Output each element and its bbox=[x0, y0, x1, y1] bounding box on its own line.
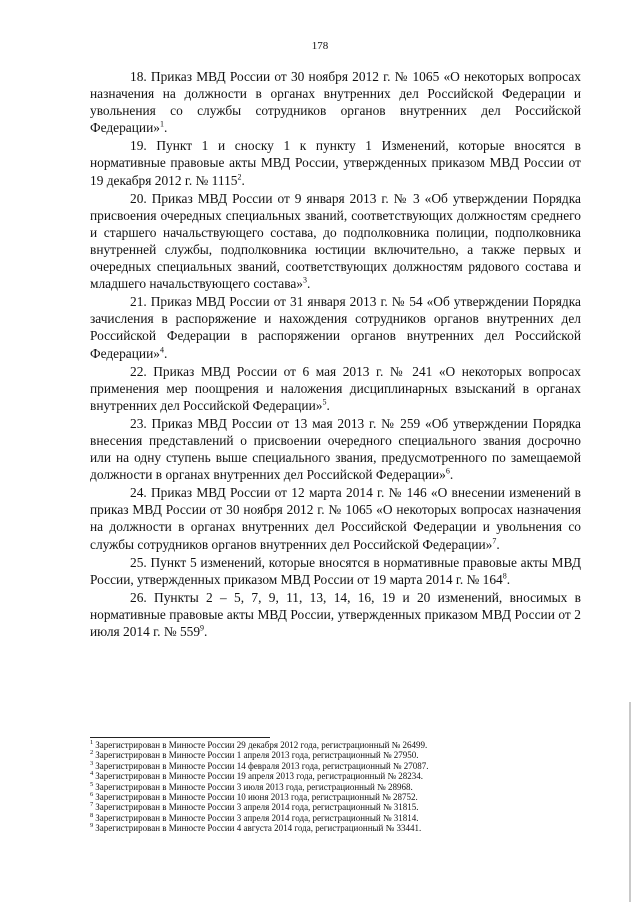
item-tail: . bbox=[326, 397, 330, 413]
page-number: 178 bbox=[311, 40, 329, 52]
footnote-text: Зарегистрирован в Минюсте России 3 июля 2013 года, регистрационный № 28968. bbox=[95, 781, 413, 792]
scan-edge-mark bbox=[629, 702, 631, 902]
footnote-number: 2 bbox=[90, 749, 94, 757]
footnote-ref[interactable]: 9 bbox=[200, 623, 205, 633]
footnote-text: Зарегистрирован в Минюсте России 19 апреля 2013 года, регистрационный № 28234. bbox=[95, 771, 424, 782]
footnote-number: 7 bbox=[90, 801, 94, 809]
item-tail: . bbox=[163, 345, 168, 361]
footnote-text: Зарегистрирован в Минюсте России 4 августа 2014 года, регистрационный № 33441. bbox=[95, 823, 422, 834]
item-tail: . bbox=[506, 571, 511, 587]
item-tail: . bbox=[496, 536, 500, 552]
item-text: 24. Приказ МВД России от 12 марта 2014 г. № 146 «О внесении изменений в приказ МВД России от 30 ноября 2012 г. № 1065 «О некоторых вопросах назначения на должности в органах внутренних дел Российской Федерации и увольнения со службы сотрудников органов внутренних дел Российской Федерации» bbox=[90, 485, 581, 552]
footnote-ref[interactable]: 4 bbox=[159, 345, 164, 355]
footnote-text: Зарегистрирован в Минюсте России 1 апреля 2013 года, регистрационный № 27950. bbox=[95, 750, 419, 761]
item-tail: . bbox=[163, 120, 168, 136]
footnote bbox=[90, 792, 581, 802]
item-text: 19. Пункт 1 и сноску 1 к пункту 1 Изменений, которые вносятся в нормативные правовые акты МВД России, утвержденных приказом МВД России от 19 декабря 2012 г. № 1115 bbox=[90, 138, 581, 188]
item-text: 23. Приказ МВД России от 13 мая 2013 г. № 259 «Об утверждении Порядка внесения представлений о присвоении очередного специального звания досрочно или на одну ступень выше специального звания, предусмотренного по замещаемой должности в органах внутренних дел Российской Федерации» bbox=[90, 415, 581, 483]
list-item bbox=[90, 68, 581, 136]
list-item bbox=[90, 190, 581, 293]
footnote-ref[interactable]: 1 bbox=[159, 119, 164, 129]
item-text: 25. Пункт 5 изменений, которые вносятся в нормативные правовые акты МВД России, утвержденных приказом МВД России от 19 марта 2014 г. № 164 bbox=[90, 554, 581, 587]
item-text: 26. Пункты 2 – 5, 7, 9, 11, 13, 14, 16, 19 и 20 изменений, вносимых в нормативные правовые акты МВД России, утвержденных приказом МВД России от 2 июля 2014 г. № 559 bbox=[90, 589, 581, 639]
list-item bbox=[90, 484, 581, 552]
footnote-ref[interactable]: 3 bbox=[303, 275, 308, 285]
order-list bbox=[90, 68, 581, 641]
footnote-number: 6 bbox=[90, 791, 94, 799]
item-tail: . bbox=[204, 624, 208, 639]
footnote-number: 3 bbox=[90, 759, 94, 767]
footnote-divider bbox=[90, 737, 270, 738]
footnote-number: 4 bbox=[90, 770, 94, 778]
footnote-text: Зарегистрирован в Минюсте России 14 февраля 2013 года, регистрационный № 27087. bbox=[95, 760, 429, 771]
item-tail: . bbox=[241, 172, 245, 188]
footnote-text: Зарегистрирован в Минюсте России 3 апреля 2014 года, регистрационный № 31815. bbox=[95, 802, 419, 813]
item-text: 18. Приказ МВД России от 30 ноября 2012 г. № 1065 «О некоторых вопросах назначения на должности в органах внутренних дел Российской Федерации и увольнения со службы сотрудников органов внутренних дел Российской Федерации» bbox=[90, 69, 581, 136]
list-item bbox=[90, 137, 581, 188]
list-item bbox=[90, 363, 581, 414]
list-item bbox=[90, 554, 581, 588]
footnote bbox=[90, 802, 581, 812]
footnote-ref[interactable]: 6 bbox=[445, 466, 450, 476]
item-text: 21. Приказ МВД России от 31 января 2013 г. № 54 «Об утверждении Порядка зачисления в распоряжение и нахождения сотрудников органов внутренних дел Российской Федерации в распоряжении органов внутренних дел Российской Федерации» bbox=[90, 294, 581, 361]
footnote-text: Зарегистрирован в Минюсте России 3 апреля 2014 года, регистрационный № 31814. bbox=[95, 812, 419, 823]
footnote bbox=[90, 761, 581, 771]
footnotes bbox=[90, 740, 581, 834]
item-tail: . bbox=[449, 467, 454, 483]
item-text: 20. Приказ МВД России от 9 января 2013 г. № 3 «Об утверждении Порядка присвоения очередных специальных званий, соответствующих должностям среднего и старшего начальствующего состава, до подполковника полиции, подполковника внутренней службы, подполковника юстиции включительно, а также первых и очередных специальных званий, соответствующих должностям рядового состава и младшего начальствующего состава» bbox=[90, 190, 581, 292]
footnote bbox=[90, 782, 581, 792]
footnote-number: 5 bbox=[90, 780, 94, 788]
item-tail: . bbox=[307, 276, 311, 292]
footnote bbox=[90, 813, 581, 823]
footnote-number: 1 bbox=[90, 739, 94, 746]
footnote-text: Зарегистрирован в Минюсте России 10 июня 2013 года, регистрационный № 28752. bbox=[95, 792, 418, 803]
footnote-ref[interactable]: 5 bbox=[322, 397, 327, 407]
footnote-text: Зарегистрирован в Минюсте России 29 декабря 2012 года, регистрационный № 26499. bbox=[95, 740, 428, 750]
list-item bbox=[90, 415, 581, 483]
item-text: 22. Приказ МВД России от 6 мая 2013 г. № 241 «О некоторых вопросах применения мер поощрения и наложения дисциплинарных взысканий в органах внутренних дел Российской Федерации» bbox=[90, 363, 581, 413]
footnote bbox=[90, 750, 581, 760]
footnote bbox=[90, 771, 581, 781]
footnote-ref[interactable]: 2 bbox=[237, 172, 242, 182]
footnote-ref[interactable]: 7 bbox=[492, 536, 497, 546]
footnote-number: 9 bbox=[90, 822, 94, 830]
footnote-number: 8 bbox=[90, 811, 94, 819]
footnote bbox=[90, 740, 581, 750]
list-item bbox=[90, 293, 581, 361]
list-item bbox=[90, 589, 581, 640]
footnote bbox=[90, 823, 581, 833]
footnote-ref[interactable]: 8 bbox=[502, 571, 507, 581]
